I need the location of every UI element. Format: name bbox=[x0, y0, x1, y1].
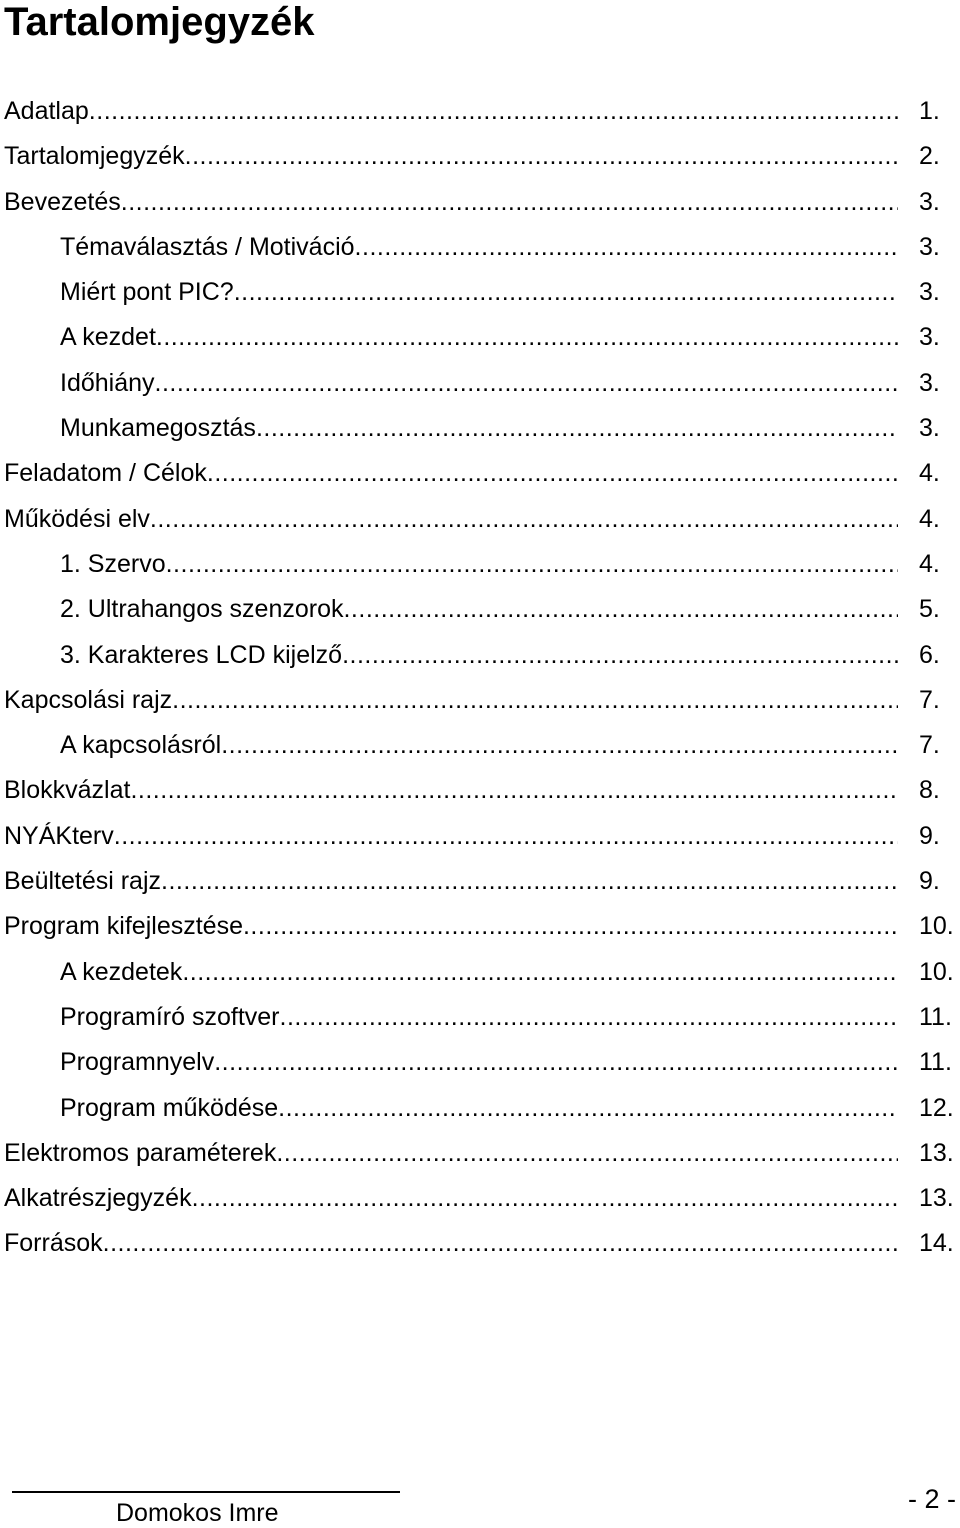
toc-dot-leader bbox=[166, 542, 898, 587]
toc-entry bbox=[0, 406, 960, 451]
toc-dot-leader bbox=[103, 1221, 898, 1266]
toc-entry-label: A kezdet bbox=[60, 323, 156, 352]
table-of-contents bbox=[0, 89, 960, 1267]
toc-entry bbox=[0, 678, 960, 723]
toc-entry-page: 3. bbox=[919, 278, 940, 307]
toc-dot-leader bbox=[182, 950, 898, 995]
toc-entry-page: 1. bbox=[919, 97, 940, 125]
toc-entry-page: 3. bbox=[919, 368, 940, 397]
toc-dot-leader bbox=[278, 1086, 898, 1131]
toc-entry-page: 5. bbox=[919, 595, 940, 624]
toc-entry bbox=[0, 1221, 960, 1266]
toc-entry-page: 3. bbox=[919, 414, 940, 443]
toc-entry-leader bbox=[60, 1086, 898, 1131]
toc-entry bbox=[0, 134, 960, 179]
toc-entry-leader bbox=[60, 633, 898, 678]
footer-page-number: - 2 - bbox=[907, 1484, 956, 1514]
toc-entry-page: 8. bbox=[919, 776, 940, 805]
toc-dot-leader bbox=[234, 270, 898, 315]
toc-dot-leader bbox=[150, 497, 898, 542]
toc-entry-leader bbox=[4, 859, 898, 904]
toc-entry bbox=[0, 451, 960, 496]
toc-entry bbox=[0, 180, 960, 225]
toc-entry bbox=[0, 950, 960, 995]
toc-entry-label: Blokkvázlat bbox=[4, 776, 131, 805]
toc-entry-leader bbox=[4, 89, 898, 134]
toc-entry-label: Témaválasztás / Motiváció bbox=[60, 232, 355, 261]
toc-entry bbox=[0, 768, 960, 813]
toc-entry-label: Beültetési rajz bbox=[4, 867, 162, 896]
toc-entry bbox=[0, 497, 960, 542]
toc-entry-label: Programíró szoftver bbox=[60, 1002, 280, 1031]
toc-entry-label: 3. Karakteres LCD kijelző bbox=[60, 640, 343, 669]
toc-entry bbox=[0, 859, 960, 904]
toc-entry-page: 10. bbox=[919, 912, 954, 941]
toc-entry-label: Munkamegosztás bbox=[60, 414, 256, 443]
toc-entry-leader bbox=[4, 497, 898, 542]
toc-entry-page: 14. bbox=[919, 1229, 954, 1258]
toc-entry bbox=[0, 1176, 960, 1221]
toc-entry-label: Működési elv bbox=[4, 504, 150, 533]
toc-entry-leader bbox=[4, 1176, 898, 1221]
toc-entry bbox=[0, 587, 960, 632]
toc-entry-page: 11. bbox=[919, 1002, 952, 1031]
toc-dot-leader bbox=[121, 180, 898, 225]
toc-entry-label: Források bbox=[4, 1229, 103, 1258]
toc-dot-leader bbox=[256, 406, 898, 451]
toc-dot-leader bbox=[243, 904, 898, 949]
toc-entry bbox=[0, 89, 960, 134]
toc-entry-label: Feladatom / Célok bbox=[4, 459, 207, 488]
toc-dot-leader bbox=[343, 587, 898, 632]
toc-entry-leader bbox=[60, 225, 898, 270]
toc-entry-leader bbox=[60, 542, 898, 587]
toc-entry-page: 2. bbox=[919, 142, 940, 171]
toc-dot-leader bbox=[192, 1176, 898, 1221]
footer-author: Domokos Imre bbox=[116, 1499, 279, 1527]
toc-entry-page: 13. bbox=[919, 1138, 954, 1167]
toc-entry-label: 1. Szervo bbox=[60, 549, 166, 578]
toc-dot-leader bbox=[114, 814, 898, 859]
toc-entry-label: Program kifejlesztése bbox=[4, 912, 243, 941]
toc-entry-page: 3. bbox=[919, 232, 940, 261]
toc-entry-leader bbox=[4, 768, 898, 813]
toc-entry-label: Program működése bbox=[60, 1093, 279, 1122]
toc-entry-label: Alkatrészjegyzék bbox=[4, 1184, 192, 1213]
toc-entry-page: 4. bbox=[919, 549, 940, 578]
toc-dot-leader bbox=[214, 1040, 898, 1085]
toc-entry-leader bbox=[60, 995, 898, 1040]
toc-entry-page: 12. bbox=[919, 1093, 954, 1122]
toc-entry-label: Programnyelv bbox=[60, 1048, 215, 1077]
toc-dot-leader bbox=[280, 995, 898, 1040]
toc-entry-page: 13. bbox=[919, 1184, 954, 1213]
toc-entry-page: 9. bbox=[919, 821, 940, 850]
toc-entry-leader bbox=[4, 1221, 898, 1266]
toc-dot-leader bbox=[89, 89, 898, 134]
toc-entry bbox=[0, 1131, 960, 1176]
toc-dot-leader bbox=[172, 678, 898, 723]
toc-dot-leader bbox=[130, 768, 898, 813]
toc-dot-leader bbox=[342, 633, 898, 678]
toc-entry-leader bbox=[60, 270, 898, 315]
toc-entry-label: Elektromos paraméterek bbox=[4, 1138, 277, 1167]
toc-entry-page: 11. bbox=[919, 1048, 952, 1077]
toc-entry bbox=[0, 1086, 960, 1131]
toc-entry-page: 9. bbox=[919, 867, 940, 896]
page-title: Tartalomjegyzék bbox=[4, 0, 315, 44]
toc-entry-label: Tartalomjegyzék bbox=[4, 142, 185, 171]
toc-entry bbox=[0, 270, 960, 315]
toc-entry-leader bbox=[60, 406, 898, 451]
toc-entry-leader bbox=[4, 678, 898, 723]
toc-dot-leader bbox=[355, 225, 898, 270]
toc-entry bbox=[0, 542, 960, 587]
toc-entry-leader bbox=[4, 1131, 898, 1176]
toc-entry-page: 6. bbox=[919, 640, 940, 669]
toc-dot-leader bbox=[156, 315, 898, 360]
toc-entry-leader bbox=[60, 361, 898, 406]
toc-entry-label: Adatlap bbox=[4, 97, 89, 125]
toc-entry bbox=[0, 723, 960, 768]
toc-dot-leader bbox=[221, 723, 898, 768]
toc-entry-label: Bevezetés bbox=[4, 187, 121, 216]
toc-entry-page: 7. bbox=[919, 731, 940, 760]
toc-entry bbox=[0, 315, 960, 360]
toc-entry-label: 2. Ultrahangos szenzorok bbox=[60, 595, 344, 624]
toc-entry-label: Időhiány bbox=[60, 368, 155, 397]
toc-entry bbox=[0, 904, 960, 949]
toc-dot-leader bbox=[207, 451, 898, 496]
toc-entry-leader bbox=[60, 1040, 898, 1085]
toc-entry-leader bbox=[60, 723, 898, 768]
toc-entry-page: 4. bbox=[919, 504, 940, 533]
toc-entry bbox=[0, 225, 960, 270]
toc-entry-page: 7. bbox=[919, 685, 940, 714]
toc-entry-leader bbox=[60, 315, 898, 360]
toc-dot-leader bbox=[161, 859, 898, 904]
toc-entry bbox=[0, 995, 960, 1040]
toc-dot-leader bbox=[276, 1131, 898, 1176]
toc-entry-label: Kapcsolási rajz bbox=[4, 685, 173, 714]
toc-entry-label: A kapcsolásról bbox=[60, 731, 222, 760]
toc-entry bbox=[0, 814, 960, 859]
toc-entry-label: A kezdetek bbox=[60, 957, 183, 986]
toc-entry-leader bbox=[60, 950, 898, 995]
toc-entry-page: 3. bbox=[919, 323, 940, 352]
toc-dot-leader bbox=[155, 361, 898, 406]
toc-entry-leader bbox=[4, 134, 898, 179]
toc-entry-page: 10. bbox=[919, 957, 954, 986]
toc-entry-label: Miért pont PIC? bbox=[60, 278, 234, 307]
toc-entry-leader bbox=[4, 451, 898, 496]
toc-entry-page: 4. bbox=[919, 459, 940, 488]
toc-entry-page: 3. bbox=[919, 187, 940, 216]
toc-entry-leader bbox=[4, 180, 898, 225]
toc-entry bbox=[0, 633, 960, 678]
toc-entry bbox=[0, 361, 960, 406]
toc-entry-leader bbox=[4, 904, 898, 949]
toc-entry-label: NYÁKterv bbox=[4, 821, 114, 850]
toc-entry-leader bbox=[4, 814, 898, 859]
footer-rule bbox=[12, 1491, 400, 1493]
toc-dot-leader bbox=[185, 134, 898, 179]
toc-entry bbox=[0, 1040, 960, 1085]
toc-entry-leader bbox=[60, 587, 898, 632]
